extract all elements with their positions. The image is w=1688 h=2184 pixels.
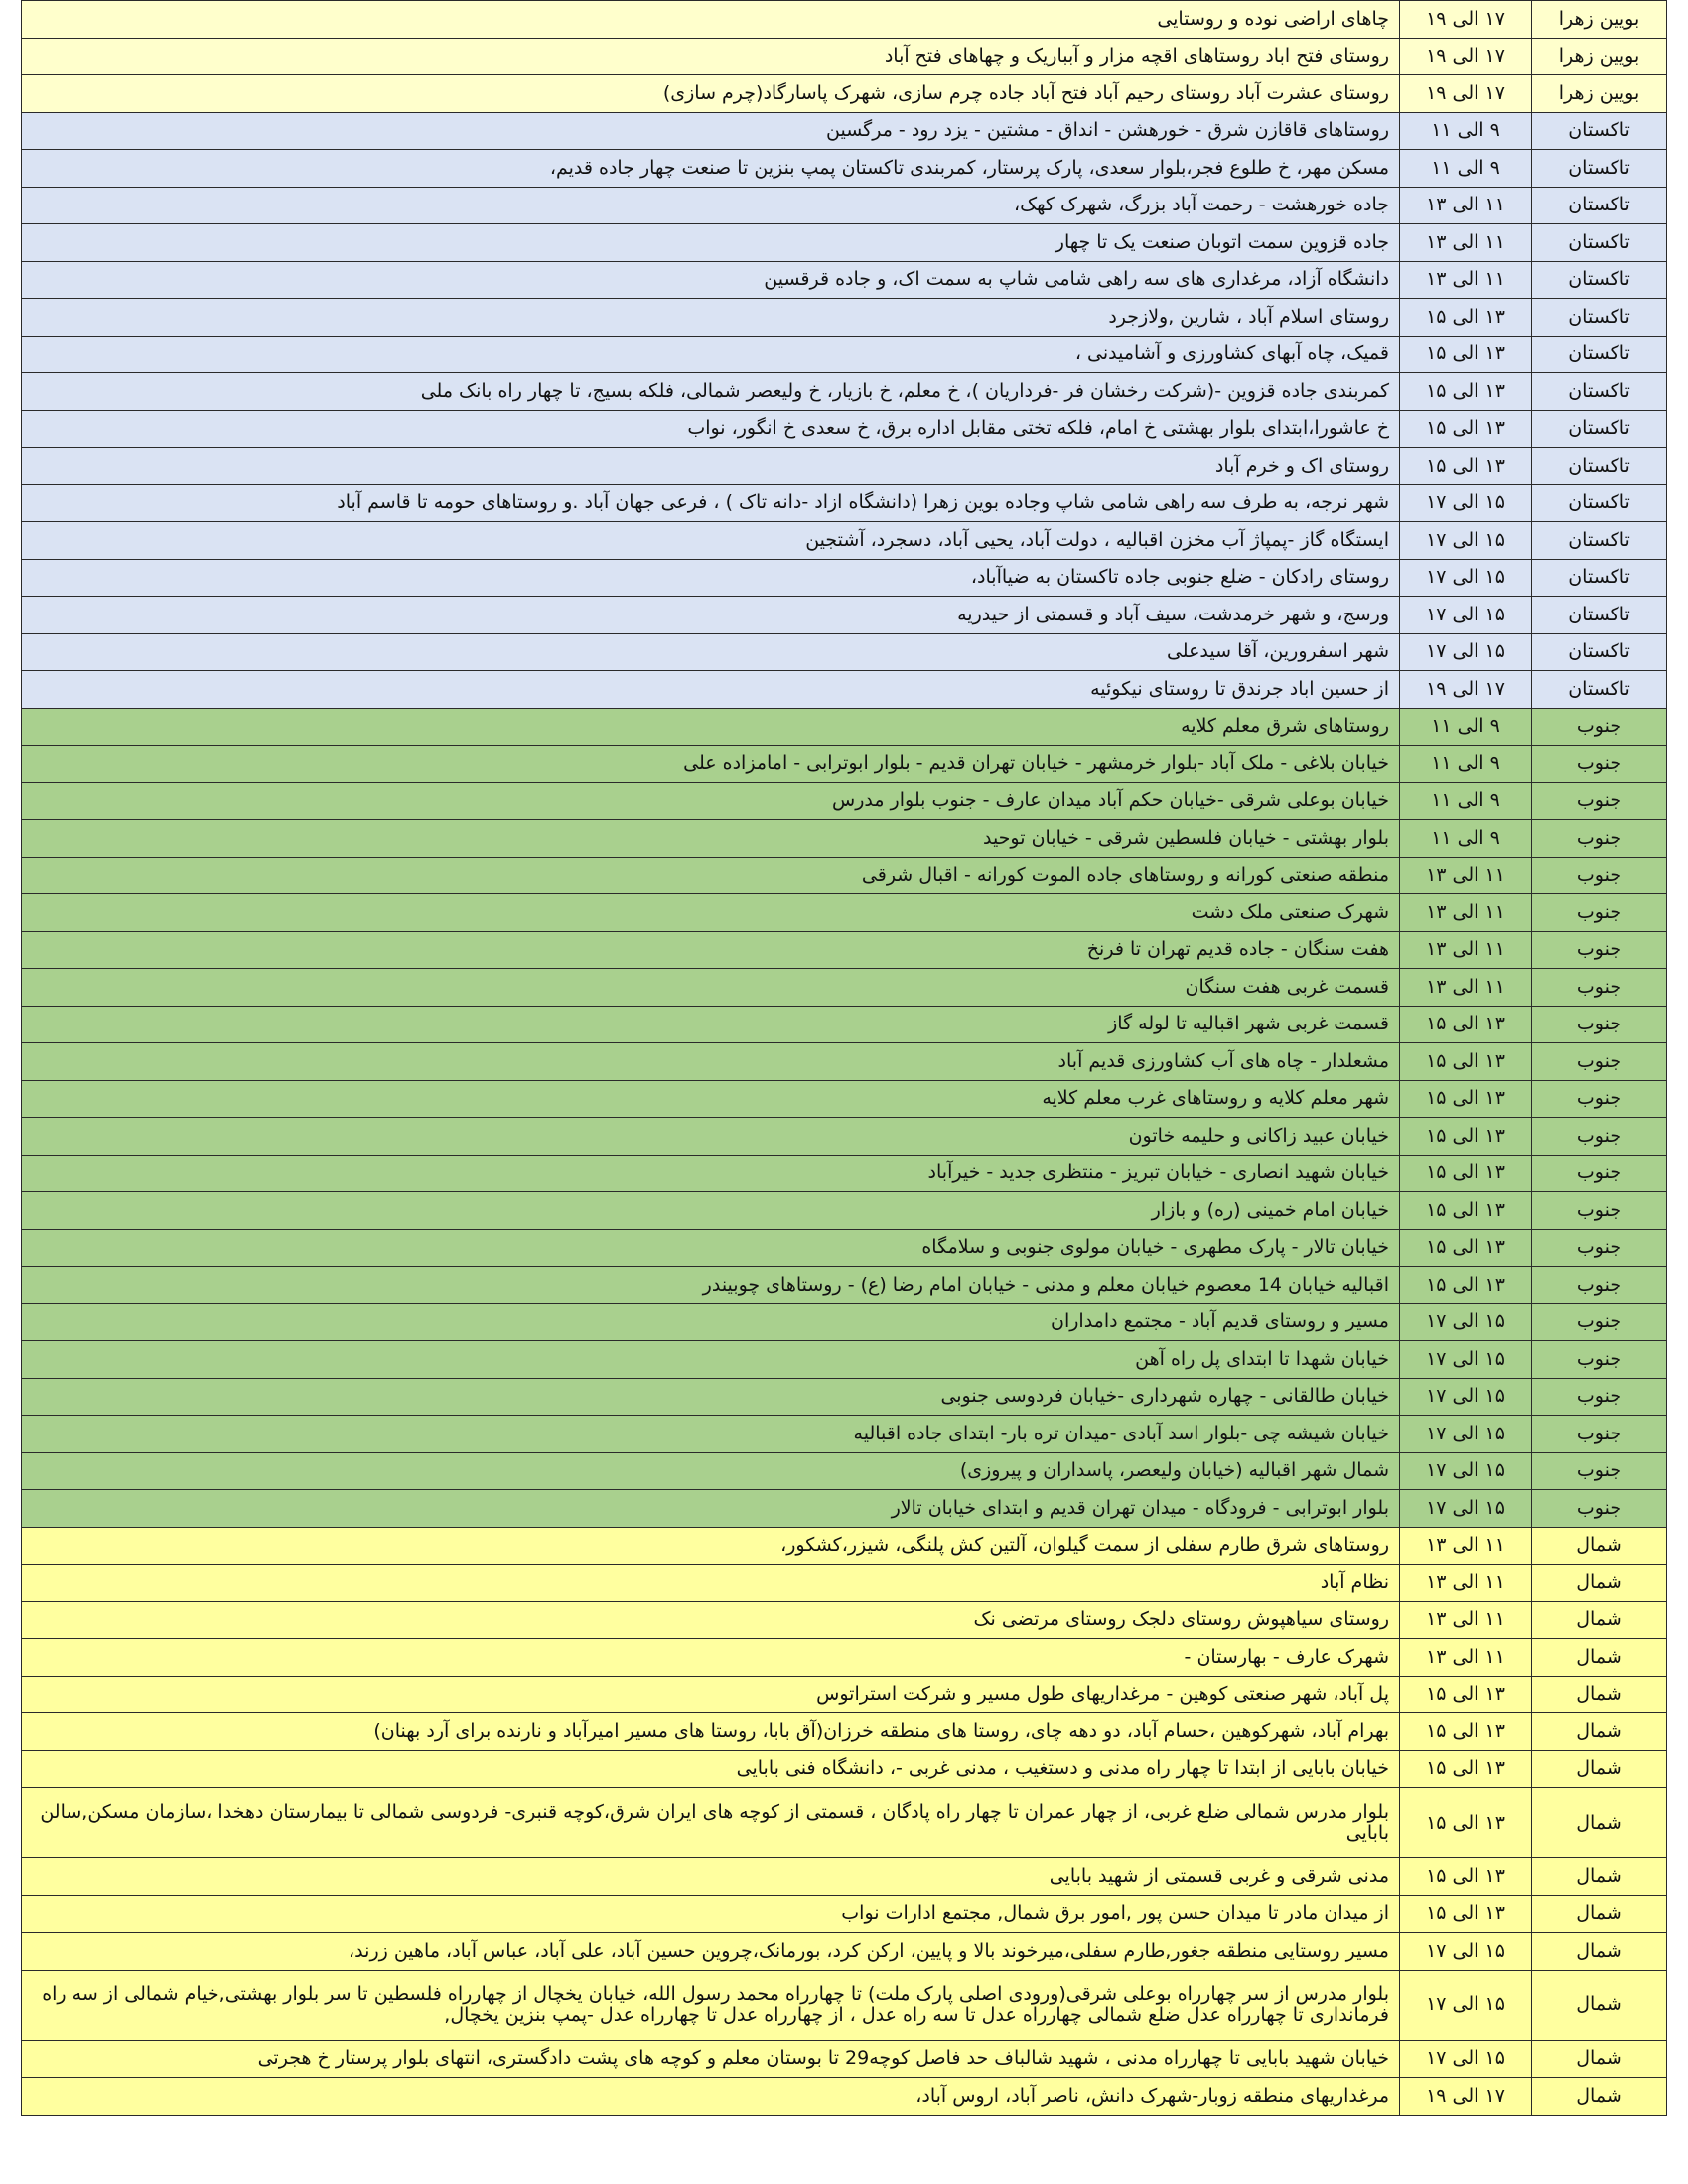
city-cell: جنوب [1532,1303,1667,1341]
schedule-body [22,1,1667,2116]
time-range-cell: ۱۵ الی ۱۷ [1400,1416,1532,1453]
area-cell: جاده قزوین سمت اتوبان صنعت یک تا چهار [22,224,1400,262]
area-cell: خ عاشورا،ابتدای بلوار بهشتی خ امام، فلکه تختی مقابل اداره برق، خ سعدی خ انگور، نواب [22,410,1400,448]
city-cell: جنوب [1532,1341,1667,1379]
area-cell: خیابان تالار - پارک مطهری - خیابان مولوی جنوبی و سلامگاه [22,1229,1400,1267]
table-row [22,671,1667,709]
city-cell: جنوب [1532,782,1667,820]
time-range-cell: ۱۱ الی ۱۳ [1400,1639,1532,1677]
area-cell: خیابان بلاغی - ملک آباد -بلوار خرمشهر - خیابان تهران قدیم - بلوار ابوترابی - امامزاده علی [22,746,1400,783]
time-range-cell: ۱۵ الی ۱۷ [1400,633,1532,671]
time-range-cell: ۱۵ الی ۱۷ [1400,1378,1532,1416]
time-range-cell: ۱۳ الی ۱۵ [1400,1267,1532,1304]
time-range-cell: ۱۱ الی ۱۳ [1400,1565,1532,1602]
table-row [22,746,1667,783]
time-range-cell: ۹ الی ۱۱ [1400,820,1532,858]
area-cell: روستای فتح اباد روستاهای اقچه مزار و آبباریک و چهاهای فتح آباد [22,38,1400,75]
table-row [22,484,1667,522]
city-cell: جنوب [1532,969,1667,1007]
city-cell: شمال [1532,2040,1667,2078]
table-row [22,1639,1667,1677]
city-cell: تاکستان [1532,224,1667,262]
table-row [22,894,1667,932]
city-cell: تاکستان [1532,410,1667,448]
area-cell: خیابان امام خمینی (ره) و بازار [22,1192,1400,1230]
time-range-cell: ۱۳ الی ۱۵ [1400,1895,1532,1933]
table-row [22,224,1667,262]
outage-schedule-table [21,0,1667,2116]
time-range-cell: ۱۳ الی ۱۵ [1400,1676,1532,1713]
time-range-cell: ۹ الی ۱۱ [1400,708,1532,746]
area-cell: مشعلدار - چاه های آب کشاورزی قدیم آباد [22,1043,1400,1081]
time-range-cell: ۱۱ الی ۱۳ [1400,187,1532,224]
city-cell: جنوب [1532,708,1667,746]
area-cell: شهر اسفرورین، آقا سیدعلی [22,633,1400,671]
city-cell: شمال [1532,1750,1667,1788]
city-cell: شمال [1532,1788,1667,1858]
time-range-cell: ۱۷ الی ۱۹ [1400,2078,1532,2116]
area-cell: قمیک، چاه آبهای کشاورزی و آشامیدنی ، [22,336,1400,373]
area-cell: روستای اسلام آباد ، شارین ,ولازجرد [22,299,1400,337]
area-cell: جاده خورهشت - رحمت آباد بزرگ، شهرک کهک، [22,187,1400,224]
city-cell: تاکستان [1532,187,1667,224]
table-row [22,1,1667,39]
time-range-cell: ۱۵ الی ۱۷ [1400,484,1532,522]
area-cell: شمال شهر اقبالیه (خیابان ولیعصر، پاسداران و پیروزی) [22,1452,1400,1490]
time-range-cell: ۱۳ الی ۱۵ [1400,1155,1532,1192]
area-cell: خیابان بابایی از ابتدا تا چهار راه مدنی و دستغیب ، مدنی غربی -، دانشگاه فنی بابایی [22,1750,1400,1788]
area-cell: پل آباد، شهر صنعتی کوهین - مرغداریهای طول مسیر و شرکت استراتوس [22,1676,1400,1713]
area-cell: دانشگاه آزاد، مرغداری های سه راهی شامی شاپ به سمت اک، و جاده قرقسین [22,261,1400,299]
table-row [22,112,1667,150]
area-cell: نظام آباد [22,1565,1400,1602]
city-cell: جنوب [1532,931,1667,969]
city-cell: تاکستان [1532,112,1667,150]
city-cell: شمال [1532,1970,1667,2040]
area-cell: اقبالیه خیابان 14 معصوم خیابان معلم و مدنی - خیابان امام رضا (ع) - روستاهای چوبیندر [22,1267,1400,1304]
area-cell: خیابان شهید بابایی تا چهارراه مدنی ، شهید شالباف حد فاصل کوچه29 تا بوستان معلم و کوچه های پشت دادگستری، انتهای بلوار پرستار خ هجرتی [22,2040,1400,2078]
city-cell: جنوب [1532,894,1667,932]
city-cell: شمال [1532,1565,1667,1602]
city-cell: تاکستان [1532,448,1667,485]
table-row [22,1192,1667,1230]
city-cell: جنوب [1532,1192,1667,1230]
table-row [22,633,1667,671]
area-cell: مدنی شرقی و غربی قسمتی از شهید بابایی [22,1858,1400,1896]
time-range-cell: ۱۱ الی ۱۳ [1400,1601,1532,1639]
time-range-cell: ۱۳ الی ۱۵ [1400,1080,1532,1118]
city-cell: تاکستان [1532,671,1667,709]
time-range-cell: ۱۵ الی ۱۷ [1400,1970,1532,2040]
table-row [22,1341,1667,1379]
area-cell: شهرک عارف - بهارستان - [22,1639,1400,1677]
table-row [22,187,1667,224]
table-row [22,1303,1667,1341]
city-cell: بویین زهرا [1532,75,1667,113]
table-row [22,336,1667,373]
city-cell: شمال [1532,1713,1667,1751]
area-cell: روستای اک و خرم آباد [22,448,1400,485]
city-cell: جنوب [1532,1080,1667,1118]
time-range-cell: ۱۵ الی ۱۷ [1400,1303,1532,1341]
area-cell: از حسین اباد جرندق تا روستای نیکوئیه [22,671,1400,709]
table-row [22,1267,1667,1304]
area-cell: روستاهای قاقازن شرق - خورهشن - انداق - مشتین - یزد رود - مرگسین [22,112,1400,150]
area-cell: شهر نرجه، به طرف سه راهی شامی شاپ وجاده بوین زهرا (دانشگاه ازاد -دانه تاک ) ، فرعی جهان آباد .و روستاهای حومه تا قاسم آباد [22,484,1400,522]
city-cell: تاکستان [1532,373,1667,411]
city-cell: جنوب [1532,1155,1667,1192]
city-cell: تاکستان [1532,261,1667,299]
table-row [22,1676,1667,1713]
table-row [22,1788,1667,1858]
area-cell: بهرام آباد، شهرکوهین ،حسام آباد، دو دهه چای، روستا های منطقه خرزان(آق بابا، روستا های مسیر امیرآباد و نارنده برای آرد بهنان) [22,1713,1400,1751]
city-cell: شمال [1532,2078,1667,2116]
table-row [22,969,1667,1007]
time-range-cell: ۱۵ الی ۱۷ [1400,559,1532,597]
area-cell: روستاهای شرق طارم سفلی از سمت گیلوان، آلتین کش پلنگی، شیزر،کشکور، [22,1527,1400,1565]
time-range-cell: ۱۳ الی ۱۵ [1400,373,1532,411]
time-range-cell: ۱۳ الی ۱۵ [1400,1713,1532,1751]
city-cell: جنوب [1532,1006,1667,1043]
table-row [22,2078,1667,2116]
table-row [22,1565,1667,1602]
time-range-cell: ۱۵ الی ۱۷ [1400,1341,1532,1379]
area-cell: مسکن مهر، خ طلوع فجر،بلوار سعدی، پارک پرستار، کمربندی تاکستان پمپ بنزین تا صنعت چهار جاده قدیم، [22,150,1400,188]
table-row [22,522,1667,560]
table-row [22,931,1667,969]
area-cell: خیابان شیشه چی -بلوار اسد آبادی -میدان تره بار- ابتدای جاده اقبالیه [22,1416,1400,1453]
area-cell: بلوار بهشتی - خیابان فلسطین شرقی - خیابان توحید [22,820,1400,858]
area-cell: مسیر و روستای قدیم آباد - مجتمع دامداران [22,1303,1400,1341]
table-row [22,448,1667,485]
table-row [22,261,1667,299]
time-range-cell: ۱۱ الی ۱۳ [1400,894,1532,932]
table-row [22,820,1667,858]
table-row [22,1080,1667,1118]
city-cell: جنوب [1532,1043,1667,1081]
time-range-cell: ۱۵ الی ۱۷ [1400,1933,1532,1971]
time-range-cell: ۱۱ الی ۱۳ [1400,857,1532,894]
time-range-cell: ۱۳ الی ۱۵ [1400,336,1532,373]
time-range-cell: ۱۱ الی ۱۳ [1400,224,1532,262]
area-cell: روستای عشرت آباد روستای رحیم آباد فتح آباد جاده چرم سازی، شهرک پاسارگاد(چرم سازی) [22,75,1400,113]
table-row [22,597,1667,634]
table-row [22,1006,1667,1043]
time-range-cell: ۱۷ الی ۱۹ [1400,38,1532,75]
city-cell: تاکستان [1532,336,1667,373]
city-cell: شمال [1532,1895,1667,1933]
time-range-cell: ۱۳ الی ۱۵ [1400,1750,1532,1788]
area-cell: هفت سنگان - جاده قدیم تهران تا فرنخ [22,931,1400,969]
table-row [22,1043,1667,1081]
area-cell: خیابان بوعلی شرقی -خیابان حکم آباد میدان عارف - جنوب بلوار مدرس [22,782,1400,820]
time-range-cell: ۱۵ الی ۱۷ [1400,1490,1532,1528]
area-cell: روستاهای شرق معلم کلایه [22,708,1400,746]
table-row [22,1970,1667,2040]
time-range-cell: ۱۵ الی ۱۷ [1400,2040,1532,2078]
time-range-cell: ۱۳ الی ۱۵ [1400,1788,1532,1858]
table-row [22,857,1667,894]
area-cell: مرغداریهای منطقه زوبار-شهرک دانش، ناصر آباد، اروس آباد، [22,2078,1400,2116]
time-range-cell: ۱۳ الی ۱۵ [1400,1192,1532,1230]
table-row [22,2040,1667,2078]
time-range-cell: ۹ الی ۱۱ [1400,782,1532,820]
area-cell: بلوار ابوترابی - فرودگاه - میدان تهران قدیم و ابتدای خیابان تالار [22,1490,1400,1528]
table-row [22,1378,1667,1416]
table-row [22,1527,1667,1565]
area-cell: شهرک صنعتی ملک دشت [22,894,1400,932]
table-row [22,373,1667,411]
city-cell: جنوب [1532,1452,1667,1490]
city-cell: تاکستان [1532,597,1667,634]
table-row [22,75,1667,113]
city-cell: بویین زهرا [1532,38,1667,75]
city-cell: جنوب [1532,1229,1667,1267]
time-range-cell: ۱۵ الی ۱۷ [1400,597,1532,634]
area-cell: منطقه صنعتی کورانه و روستاهای جاده الموت کورانه - اقبال شرقی [22,857,1400,894]
table-row [22,1452,1667,1490]
city-cell: شمال [1532,1527,1667,1565]
table-row [22,1601,1667,1639]
time-range-cell: ۱۷ الی ۱۹ [1400,671,1532,709]
area-cell: بلوار مدرس شمالی ضلع غربی، از چهار عمران تا چهار راه پادگان ، قسمتی از کوچه های ایران شرق،کوچه قنبری- فردوسی شمالی تا بیمارستان دهخدا ،سازمان مسکن,سالن بابایی [22,1788,1400,1858]
time-range-cell: ۱۷ الی ۱۹ [1400,75,1532,113]
table-row [22,1933,1667,1971]
table-row [22,559,1667,597]
city-cell: تاکستان [1532,150,1667,188]
table-row [22,38,1667,75]
table-row [22,1118,1667,1156]
time-range-cell: ۱۱ الی ۱۳ [1400,1527,1532,1565]
time-range-cell: ۱۳ الی ۱۵ [1400,1858,1532,1896]
city-cell: شمال [1532,1676,1667,1713]
city-cell: جنوب [1532,746,1667,783]
time-range-cell: ۱۱ الی ۱۳ [1400,969,1532,1007]
area-cell: بلوار مدرس از سر چهارراه بوعلی شرقی(ورودی اصلی پارک ملت) تا چهارراه محمد رسول الله، خیابان یخچال از چهارراه فلسطین تا سر بلوار بهشتی,خیام شمالی از سه راه فرمانداری تا چهارراه عدل ضلع شمالی چهارراه عدل تا سه راه عدل ، از چهارراه عدل تا چهارراه عدل -پمپ بنزین یخچال, [22,1970,1400,2040]
area-cell: مسیر روستایی منطقه جغور,طارم سفلی،میرخوند بالا و پایین، ارکن کرد، بورمانک،چروین حسین آباد، علی آباد، عباس آباد، ماهین زرند، [22,1933,1400,1971]
area-cell: خیابان طالقانی - چهاره شهرداری -خیابان فردوسی جنوبی [22,1378,1400,1416]
city-cell: جنوب [1532,820,1667,858]
city-cell: شمال [1532,1933,1667,1971]
time-range-cell: ۱۳ الی ۱۵ [1400,1118,1532,1156]
area-cell: قسمت غربی هفت سنگان [22,969,1400,1007]
table-row [22,708,1667,746]
area-cell: روستای سیاهپوش روستای دلجک روستای مرتضی نک [22,1601,1400,1639]
area-cell: از میدان مادر تا میدان حسن پور ,امور برق شمال, مجتمع ادارات نواب [22,1895,1400,1933]
city-cell: شمال [1532,1858,1667,1896]
time-range-cell: ۱۷ الی ۱۹ [1400,1,1532,39]
table-row [22,1229,1667,1267]
city-cell: تاکستان [1532,299,1667,337]
city-cell: جنوب [1532,1490,1667,1528]
time-range-cell: ۱۱ الی ۱۳ [1400,931,1532,969]
city-cell: تاکستان [1532,522,1667,560]
table-row [22,782,1667,820]
time-range-cell: ۱۳ الی ۱۵ [1400,410,1532,448]
area-cell: خیابان شهدا تا ابتدای پل راه آهن [22,1341,1400,1379]
time-range-cell: ۱۱ الی ۱۳ [1400,261,1532,299]
city-cell: شمال [1532,1639,1667,1677]
city-cell: بویین زهرا [1532,1,1667,39]
area-cell: ورسج، و شهر خرمدشت، سیف آباد و قسمتی از حیدریه [22,597,1400,634]
table-row [22,1713,1667,1751]
time-range-cell: ۹ الی ۱۱ [1400,112,1532,150]
time-range-cell: ۹ الی ۱۱ [1400,150,1532,188]
table-row [22,410,1667,448]
area-cell: شهر معلم کلایه و روستاهای غرب معلم کلایه [22,1080,1400,1118]
table-row [22,150,1667,188]
city-cell: جنوب [1532,1416,1667,1453]
time-range-cell: ۱۳ الی ۱۵ [1400,299,1532,337]
city-cell: تاکستان [1532,559,1667,597]
city-cell: جنوب [1532,857,1667,894]
area-cell: ایستگاه گاز -پمپاژ آب مخزن اقبالیه ، دولت آباد، یحیی آباد، دسجرد، آشتجین [22,522,1400,560]
area-cell: قسمت غربی شهر اقبالیه تا لوله گاز [22,1006,1400,1043]
city-cell: جنوب [1532,1378,1667,1416]
area-cell: خیابان شهید انصاری - خیابان تبریز - منتظری جدید - خیرآباد [22,1155,1400,1192]
table-row [22,1750,1667,1788]
time-range-cell: ۱۳ الی ۱۵ [1400,448,1532,485]
table-row [22,1895,1667,1933]
time-range-cell: ۱۳ الی ۱۵ [1400,1043,1532,1081]
time-range-cell: ۱۳ الی ۱۵ [1400,1229,1532,1267]
table-row [22,1490,1667,1528]
city-cell: جنوب [1532,1267,1667,1304]
table-row [22,1416,1667,1453]
table-row [22,1155,1667,1192]
time-range-cell: ۹ الی ۱۱ [1400,746,1532,783]
table-row [22,1858,1667,1896]
time-range-cell: ۱۵ الی ۱۷ [1400,522,1532,560]
table-row [22,299,1667,337]
city-cell: شمال [1532,1601,1667,1639]
city-cell: جنوب [1532,1118,1667,1156]
area-cell: روستای رادکان - ضلع جنوبی جاده تاکستان به ضیاآباد، [22,559,1400,597]
area-cell: چاهای اراضی نوده و روستایی [22,1,1400,39]
time-range-cell: ۱۳ الی ۱۵ [1400,1006,1532,1043]
city-cell: تاکستان [1532,633,1667,671]
area-cell: کمربندی جاده قزوین -(شرکت رخشان فر -فرداریان )، خ معلم، خ بازیار، خ ولیعصر شمالی، فلکه بسیج، تا چهار راه بانک ملی [22,373,1400,411]
area-cell: خیابان عبید زاکانی و حلیمه خاتون [22,1118,1400,1156]
city-cell: تاکستان [1532,484,1667,522]
time-range-cell: ۱۵ الی ۱۷ [1400,1452,1532,1490]
